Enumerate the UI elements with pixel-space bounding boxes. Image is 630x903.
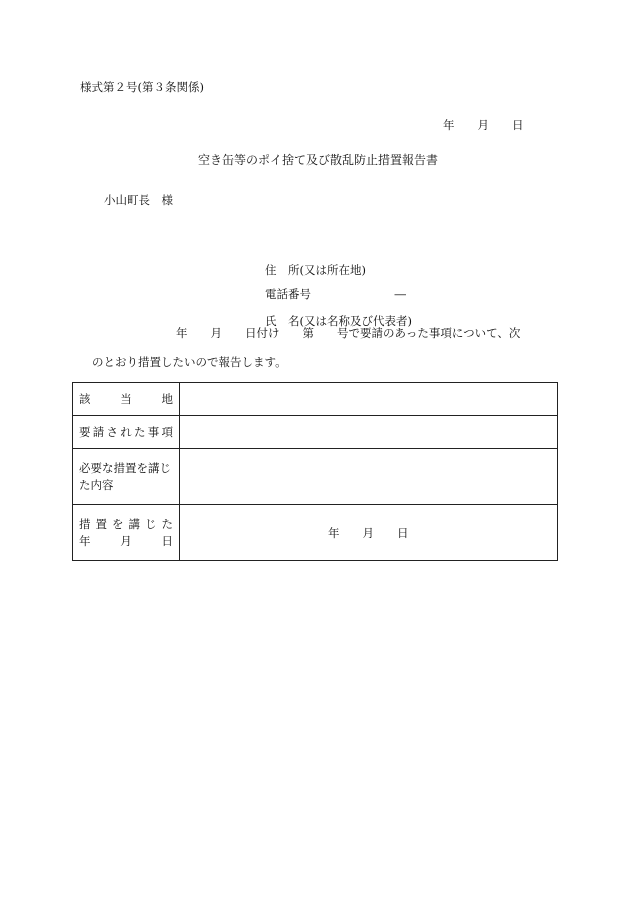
phone-line [265,286,406,302]
document-title: 空き缶等のポイ捨て及び散乱防止措置報告書 [197,153,438,167]
label-char: た [161,516,173,531]
label-char: 月 [120,533,132,548]
row-measures [73,449,558,505]
measures-label [73,449,180,505]
label-char: 事 [147,425,160,439]
address-label: 住 所(又は所在地) [265,263,366,277]
label-char: 年 [79,533,91,548]
row-location [73,383,558,416]
submission-date: 年 月 日 [443,118,524,132]
row-requested-item [73,416,558,449]
label-char: 請 [92,425,105,439]
label-char: た [134,425,146,439]
phone-dash: ― [394,287,406,301]
report-table [72,382,558,561]
label-char: 項 [161,425,173,439]
label-char: 要 [79,425,91,439]
measure-date-value[interactable]: 年 月 日 [180,505,558,561]
form-number: 様式第２号(第３条関係) [80,80,204,94]
requested-item-value[interactable] [180,416,558,449]
label-char: 措 [79,516,91,531]
measures-value[interactable] [180,449,558,505]
location-label [73,383,180,416]
measure-date-label [73,505,180,561]
requested-item-label [73,416,180,449]
label-char: 該 [79,392,91,406]
label-char: さ [106,425,118,439]
label-char: を [112,516,124,531]
row-measure-date [73,505,558,561]
label-char: 置 [95,516,107,531]
measures-label-line-1: 必要な措置を講じ [79,460,171,475]
phone-label: 電話番号 [265,287,311,301]
label-char: 日 [161,533,173,548]
body-text-line-1: 年 月 日付け 第 号で要請のあった事項について、次 [176,326,521,340]
body-text-line-2: のとおり措置したいので報告します。 [92,355,287,369]
location-value[interactable] [180,383,558,416]
label-char: れ [120,425,132,439]
measures-label-line-2: た内容 [79,477,114,492]
name-label: 氏 名(又は名称及び代表者) [265,314,412,328]
label-char: 当 [120,392,132,406]
label-char: 講 [128,516,140,531]
label-char: じ [145,516,157,531]
addressee: 小山町長 様 [104,193,173,207]
label-char: 地 [161,392,173,406]
